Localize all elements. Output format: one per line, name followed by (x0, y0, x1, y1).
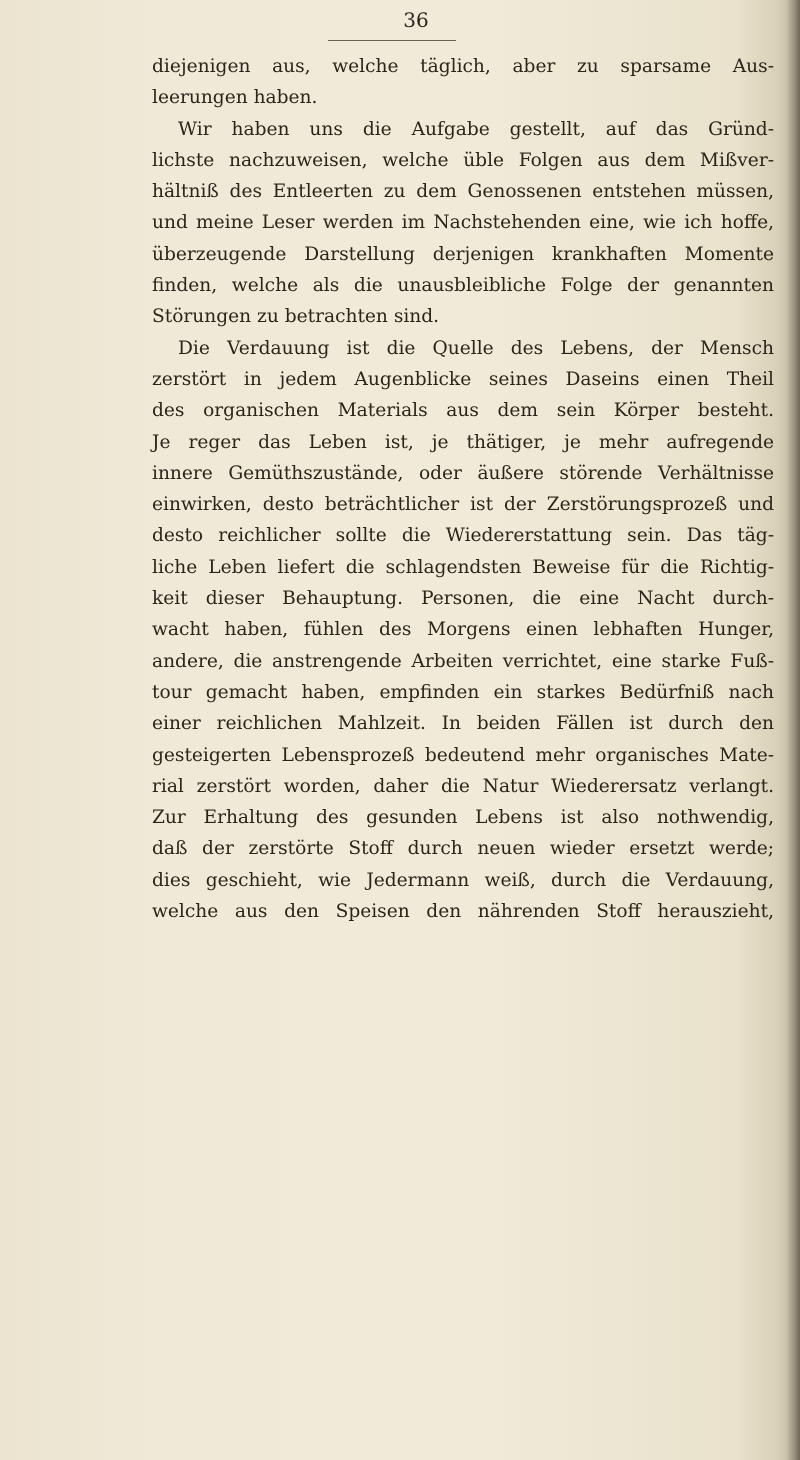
text-line: überzeugende Darstellung derjenigen krankhaften Momente (152, 243, 774, 265)
text-line: und meine Leser werden im Nachstehenden eine, wie ich hoffe, (152, 212, 774, 234)
text-line: gesteigerten Lebensprozeß bedeutend mehr organisches Mate- (152, 744, 774, 766)
text-line: des organischen Materials aus dem sein Körper besteht. (152, 400, 774, 422)
text-line: tour gemacht haben, empfinden ein starkes Bedürfniß nach (152, 681, 774, 703)
text-line: leerungen haben. (152, 87, 318, 109)
page-edge-shadow (786, 0, 800, 1460)
text-line: Zur Erhaltung des gesunden Lebens ist also nothwendig, (152, 807, 774, 829)
text-line: welche aus den Speisen den nährenden Stoff herauszieht, (152, 901, 774, 923)
text-line: Störungen zu betrachten sind. (152, 306, 440, 328)
text-line: hältniß des Entleerten zu dem Genossenen entstehen müssen, (152, 181, 774, 203)
text-line: diejenigen aus, welche täglich, aber zu sparsame Aus- (152, 56, 774, 77)
page-number: 36 (403, 8, 429, 32)
text-line: wacht haben, fühlen des Morgens einen lebhaften Hunger, (152, 619, 774, 641)
text-line: desto reichlicher sollte die Wiedererstattung sein. Das täg- (152, 525, 774, 547)
header-rule (328, 40, 456, 41)
text-line: einwirken, desto beträchtlicher ist der Zerstörungsprozeß und (152, 494, 774, 516)
text-line: dies geschieht, wie Jedermann weiß, durch die Verdauung, (152, 869, 774, 891)
text-line: finden, welche als die unausbleibliche Folge der genannten (152, 275, 774, 297)
text-line: Die Verdauung ist die Quelle des Lebens, der Mensch (178, 337, 774, 359)
text-line: andere, die anstrengende Arbeiten verrichtet, eine starke Fuß- (152, 650, 774, 672)
body-text (152, 51, 774, 927)
text-line: rial zerstört worden, daher die Natur Wiederersatz verlangt. (152, 775, 774, 797)
text-line: liche Leben liefert die schlagendsten Beweise für die Richtig- (152, 556, 774, 578)
text-line: einer reichlichen Mahlzeit. In beiden Fällen ist durch den (152, 713, 774, 735)
text-line: lichste nachzuweisen, welche üble Folgen aus dem Mißver- (152, 149, 774, 171)
text-line: Wir haben uns die Aufgabe gestellt, auf das Gründ- (178, 118, 774, 140)
text-line: Je reger das Leben ist, je thätiger, je mehr aufregende (152, 431, 774, 453)
text-line: innere Gemüthszustände, oder äußere störende Verhältnisse (152, 462, 774, 484)
text-line: daß der zerstörte Stoff durch neuen wieder ersetzt werde; (152, 838, 774, 860)
text-line: zerstört in jedem Augenblicke seines Daseins einen Theil (152, 368, 774, 390)
text-line: keit dieser Behauptung. Personen, die eine Nacht durch- (152, 588, 774, 610)
